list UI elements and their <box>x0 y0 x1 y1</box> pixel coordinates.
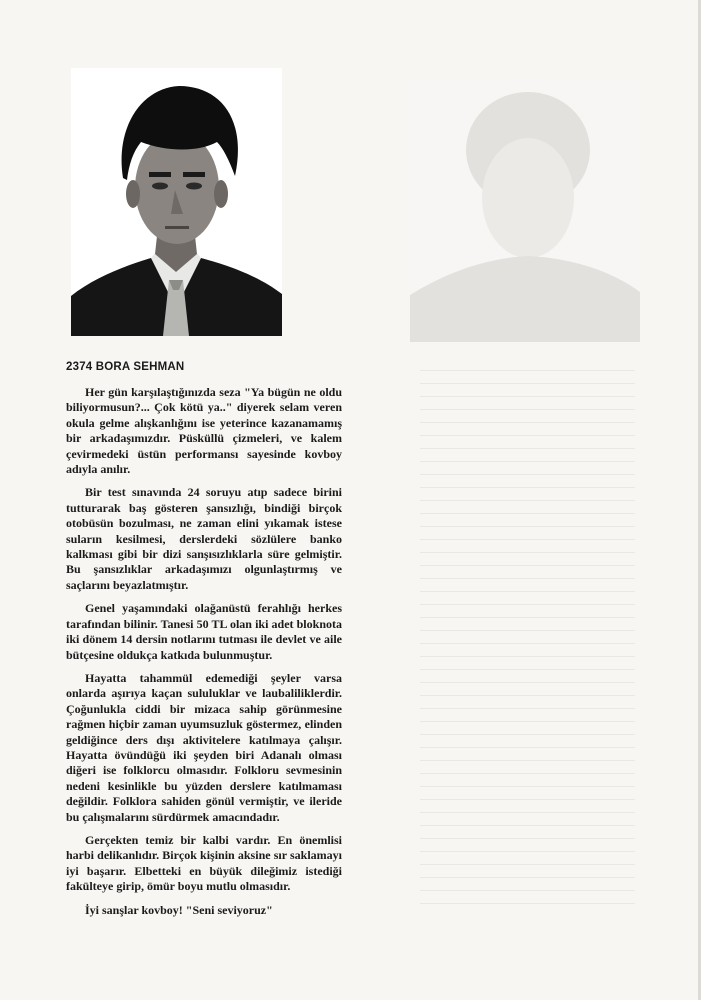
profile-paragraph: Her gün karşılaştığınızda seza "Ya bügün ne oldu biliyormusun?... Çok kötü ya.." diyerek selam veren okula gelme alışkanlığını ise yeterince kazanamamış bir arkadaşımızdır. Püsküllü çizmeleri, ve kalem çevirmedeki üstün performansı sayesinde kovboy adıyla anılır. <box>66 385 342 477</box>
profile-paragraph: Bir test sınavında 24 soruyu atıp sadece birini tutturarak baş gösteren şansızlığı, bindiği birçok otobüsün bozulması, ne zaman elini yıkamak istese suların kesilmesi, derslerdeki sözlülere banko kalkması gibi bir dizi sanşısızlıklarla süre gelmiştir. Bu şansızlıklar arkadaşımızı olgunlaştırmış ve saçlarını beyazlatmıştır. <box>66 485 342 592</box>
profile-paragraph: Genel yaşamındaki olağanüstü ferahlığı herkes tarafından bilinir. Tanesi 50 TL olan iki adet bloknota iki dönem 14 dersin notlarını tutması ile devlet ve aile bütçesine oldukça katkıda bulunmuştur. <box>66 601 342 662</box>
profile-paragraph: Hayatta tahammül edemediği şeyler varsa onlarda aşırıya kaçan sululuklar ve laubaliliklerdir. Çoğunlukla ciddi bir mizaca sahip görünmesine rağmen hiçbir zaman uyumsuzluk göstermez, elinden geldiğince ders dışı aktivitelere katılmaya çalışır. Hayatta övündüğü iki şeyden biri Adanalı olması diğeri ise folklorcu olmasıdır. Folkloru sevmesinin nedeni kesinlikle bu yüzden derslere katılmaması değildir. Folklora sahiden gönül vermiştir, ve ileride bu çalışmalarını sürdürmek amacındadır. <box>66 670 342 824</box>
show-through-photo <box>410 80 640 342</box>
show-through-text <box>420 370 635 916</box>
portrait-photo <box>71 68 282 336</box>
closing-line: İyi sanşlar kovboy! "Seni seviyoruz" <box>85 902 273 917</box>
profile-text-column <box>66 361 342 918</box>
student-heading: 2374 BORA SEHMAN <box>66 361 185 373</box>
profile-paragraph: Gerçekten temiz bir kalbi vardır. En önemlisi harbi delikanlıdır. Birçok kişinin aksine sır saklamayı iyi başarır. Elbetteki en büyük dileğimiz istediği fakülteye girip, ömür boyu mutlu olmasıdır. <box>66 832 342 894</box>
